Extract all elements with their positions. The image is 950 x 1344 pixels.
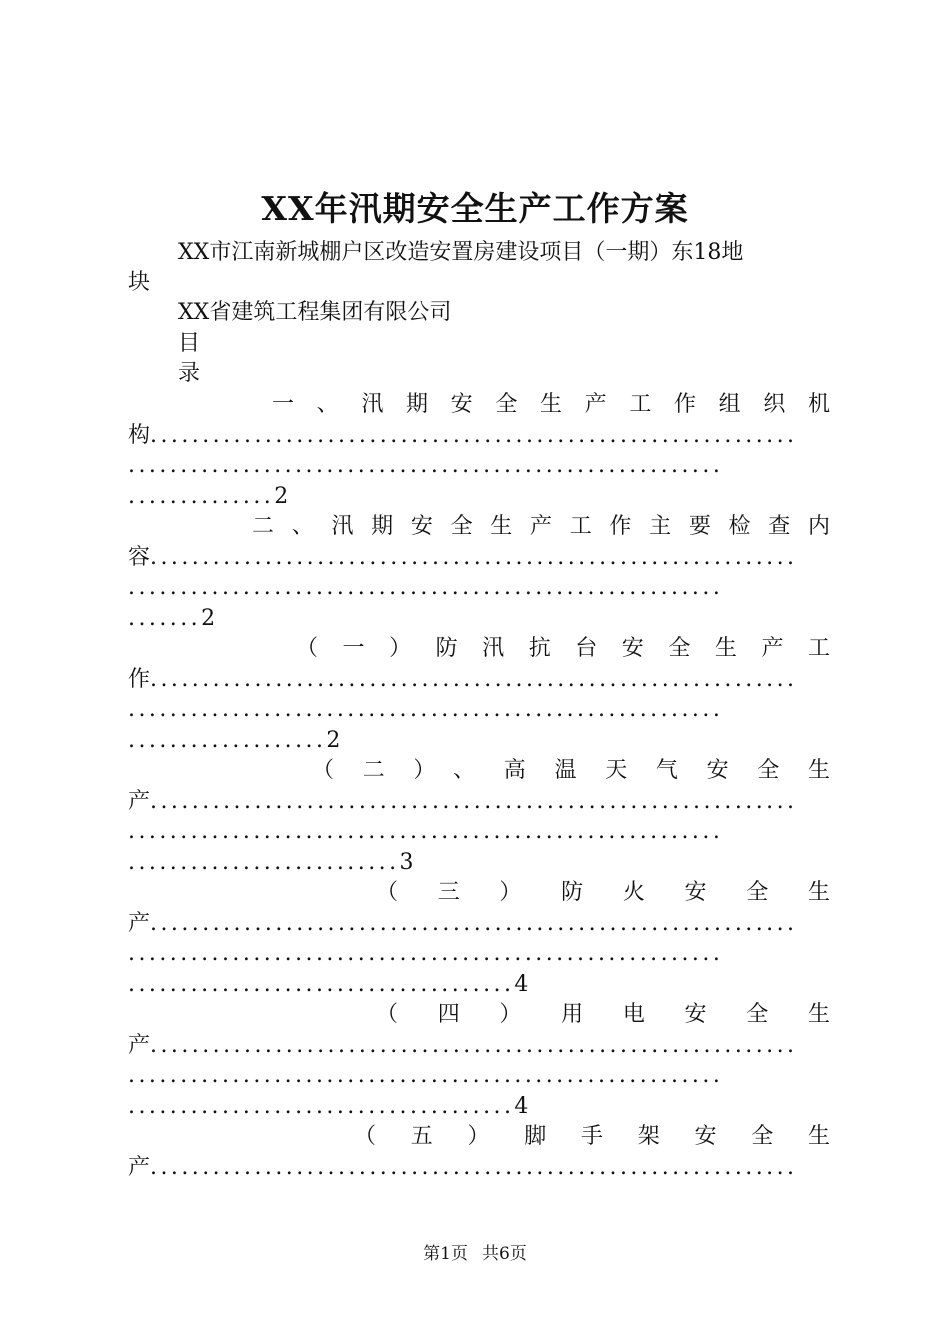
toc-entry-7-line xyxy=(128,1153,830,1183)
toc-entry-4-dots-2: ......................................................... xyxy=(128,819,724,844)
toc-entry-2-title-end: 容 xyxy=(128,545,151,570)
toc-entry-2-dots: .............................................................. xyxy=(150,545,798,570)
document-title: XX年汛期安全生产工作方案 xyxy=(261,189,689,228)
toc-entry-1-page: ..............2 xyxy=(128,484,292,509)
toc-entry-5-dots-2: ......................................................... xyxy=(128,941,724,966)
toc-entry-5-title-end: 产 xyxy=(128,911,151,936)
toc-entry-3-title: （一）防汛抗台安全生产工 xyxy=(296,636,830,661)
toc-entry-5-title: （三）防火安全生 xyxy=(376,880,830,905)
toc-entry-7-title-end: 产 xyxy=(128,1155,151,1180)
toc-entry-7-dots: .............................................................. xyxy=(150,1155,798,1180)
toc-entry-1-dots-2: ......................................................... xyxy=(128,453,724,478)
company-name: XX省建筑工程集团有限公司 xyxy=(178,300,452,325)
toc-entry-6-title: （四）用电安全生 xyxy=(376,1002,830,1027)
project-name-line-1: XX市江南新城棚户区改造安置房建设项目（一期）东18地 xyxy=(178,240,744,265)
toc-entry-6-line xyxy=(128,1031,830,1061)
toc-entry-5-page: .....................................4 xyxy=(128,972,532,997)
toc-entry-3-title-end: 作 xyxy=(128,667,151,692)
page-total: 共6页 xyxy=(482,1244,527,1264)
toc-entry-3-dots: .............................................................. xyxy=(150,667,798,692)
toc-entry-5-line xyxy=(128,909,830,939)
page-footer xyxy=(0,1241,950,1267)
toc-entry-4-title-end: 产 xyxy=(128,789,151,814)
toc-entry-2-dots-2: ......................................................... xyxy=(128,575,724,600)
toc-entry-4-page: ..........................3 xyxy=(128,850,417,875)
toc-entry-4-title: （二）、高温天气安全生 xyxy=(312,758,830,783)
project-name-line-2: 块 xyxy=(128,270,151,295)
toc-entry-5-dots: .............................................................. xyxy=(150,911,798,936)
toc-entry-3-page: ...................2 xyxy=(128,728,344,753)
toc-entry-4-dots: .............................................................. xyxy=(150,789,798,814)
toc-entry-1-line xyxy=(128,421,830,451)
toc-entry-1-dots: .............................................................. xyxy=(150,423,798,448)
toc-entry-1-title: 一、汛期安全生产工作组织机 xyxy=(272,392,830,417)
toc-entry-6-dots-2: ......................................................... xyxy=(128,1063,724,1088)
toc-entry-2-line xyxy=(128,543,830,573)
toc-entry-2-page: .......2 xyxy=(128,606,219,631)
toc-entry-6-page: .....................................4 xyxy=(128,1094,532,1119)
toc-entry-6-title-end: 产 xyxy=(128,1033,151,1058)
toc-entry-1-title-end: 构 xyxy=(128,423,151,448)
toc-entry-6-dots: .............................................................. xyxy=(150,1033,798,1058)
toc-heading-lu: 录 xyxy=(178,361,201,386)
toc-entry-2-title: 二、汛期安全生产工作主要检查内 xyxy=(252,514,830,539)
toc-entry-3-line xyxy=(128,665,830,695)
page-number: 第1页 xyxy=(423,1244,468,1264)
toc-entry-4-line xyxy=(128,787,830,817)
toc-entry-3-dots-2: ......................................................... xyxy=(128,697,724,722)
toc-heading-mu: 目 xyxy=(178,331,201,356)
toc-entry-7-title: （五）脚手架安全生 xyxy=(354,1124,830,1149)
